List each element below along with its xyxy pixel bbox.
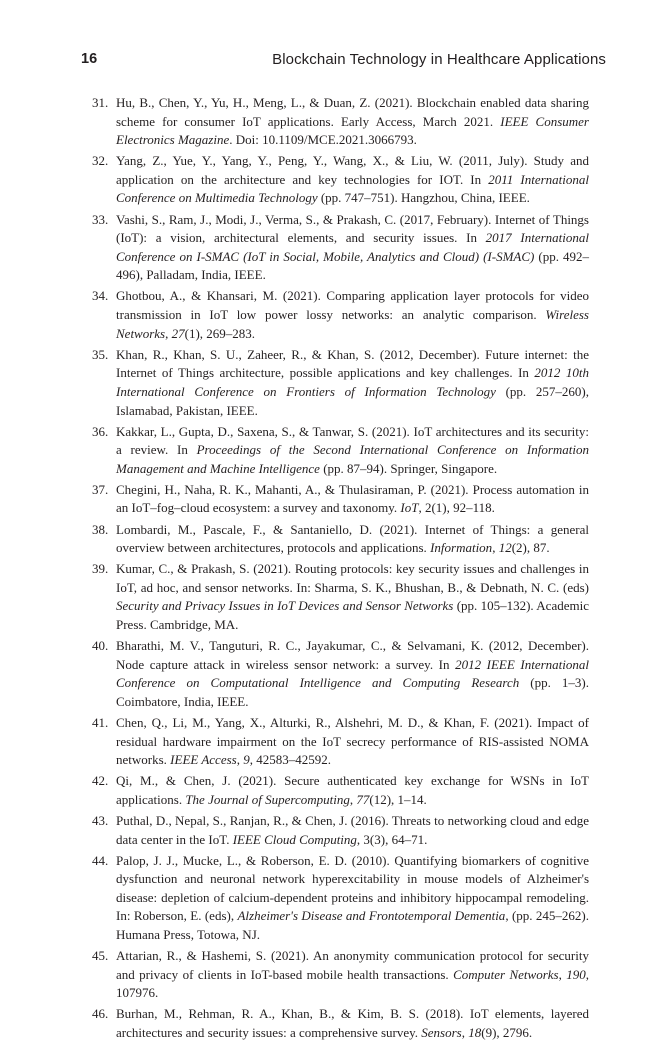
reference-text: Khan, R., Khan, S. U., Zaheer, R., & Khan, S. (2012, December). Future internet: the Internet of Things architecture, possible applications and key challenges. In [116,346,589,381]
reference-number: 40. [92,638,109,654]
reference-text: Bharathi, M. V., Tanguturi, R. C., Jayakumar, C., & Selvamani, K. (2012, December). Node capture attack in wireless sensor network: a survey. In [116,638,589,672]
reference-italic-text: 18 [468,1025,482,1040]
reference-text: , [558,966,567,982]
reference-italic-text: 77 [356,791,370,807]
reference-text: Ghotbou, A., & Khansari, M. (2021). Comparing application layer protocols for video transmission in IoT low power lossy networks: an analytic comparison. [116,288,589,323]
reference-text: , 3(3), 64–71. [356,831,428,847]
reference-number: 37. [92,481,109,497]
reference-text: Burhan, M., Rehman, R. A., Khan, B., & Kim, B. S. (2018). IoT elements, layered architectures and security issues: a comprehensive survey. [116,1006,589,1040]
reference-text: , 107976. [116,966,590,1001]
reference-item [92,560,589,634]
reference-italic-text: Information [430,540,493,556]
reference-text: , [461,1025,469,1040]
reference-text: Qi, M., & Chen, J. (2021). Secure authenticated key exchange for WSNs in IoT applications. [116,773,589,807]
reference-text: Lombardi, M., Pascale, F., & Santaniello, D. (2021). Internet of Things: a general overview between architectures, protocols and applications. [116,521,589,556]
reference-italic-text: 2017 International Conference on I-SMAC (IoT in Social, Mobile, Analytics and Cloud) (I-SMAC) [116,230,589,264]
reference-text: Vashi, S., Ram, J., Modi, J., Verma, S., & Prakash, C. (2017, February). Internet of Things (IoT): a vision, architectural elements, and security issues. In [116,211,589,246]
reference-text: (1), 269–283. [184,325,256,341]
reference-italic-text: IEEE Access [170,752,237,768]
reference-italic-text: IEEE Cloud Computing [232,831,357,847]
reference-text: , [165,325,172,341]
reference-text: Yang, Z., Yue, Y., Yang, Y., Peng, Y., Wang, X., & Liu, W. (2011, July). Study and application on the architecture and key technologies for IOT. In [116,153,589,187]
reference-item [92,521,589,558]
reference-item [92,714,589,770]
reference-number: 32. [92,153,109,169]
reference-number: 45. [92,948,109,964]
reference-item [92,1005,589,1042]
reference-number: 42. [92,773,109,789]
reference-list [92,94,589,1045]
reference-italic-text: 2012 IEEE International Conference on Computational Intelligence and Computing Research [116,656,589,691]
reference-text: (pp. 1–3). Coimbatore, India, IEEE. [116,675,589,709]
reference-text: . Doi: 10.1109/MCE.2021.3066793. [229,132,417,148]
reference-item [92,481,589,518]
reference-italic-text: Wireless Networks [116,307,589,341]
reference-item [92,852,589,945]
reference-text: Kumar, C., & Prakash, S. (2021). Routing protocols: key security issues and challenges in IoT, ad hoc, and sensor networks. In: Sharma, S. K., Bhushan, B., & Debnath, N. C. (eds) [116,561,589,595]
reference-item [92,772,589,809]
reference-text: , [236,752,244,768]
page-number: 16 [81,51,98,67]
reference-number: 36. [92,423,109,439]
reference-item [92,812,589,849]
reference-number: 41. [92,715,109,730]
reference-text: Palop, J. J., Mucke, L., & Roberson, E. D. (2010). Quantifying biomarkers of cognitive dysfunction and neuronal network hyperexcitability in mouse models of Alzheimer's disease: depletion of calcium-dependent proteins and inhibitory hippocampal remodeling. In: Roberson, E. (eds), [116,852,589,924]
reference-italic-text: IoT [400,500,419,516]
reference-number: 39. [92,561,109,577]
reference-text: Kakkar, L., Gupta, D., Saxena, S., & Tanwar, S. (2021). IoT architectures and its security: a review. In [116,423,589,458]
reference-text: Chegini, H., Naha, R. K., Mahanti, A., & Thulasiraman, P. (2021). Process automation in an IoT–fog–cloud ecosystem: a survey and taxonomy. [116,481,589,516]
reference-italic-text: The Journal of Supercomputing [185,791,350,807]
reference-text: (pp. 105–132). Academic Press. Cambridge, MA. [116,598,589,633]
reference-item [92,211,589,285]
reference-text: (12), 1–14. [369,791,427,807]
reference-text: (pp. 492–496), Palladam, India, IEEE. [116,248,589,283]
reference-italic-text: 190 [566,966,586,982]
reference-item [92,947,589,1003]
reference-text: Attarian, R., & Hashemi, S. (2021). An anonymity communication protocol for security and privacy of clients in IoT-based mobile health transactions. [116,948,589,982]
reference-number: 44. [92,852,109,868]
reference-item [92,94,589,150]
reference-number: 33. [92,211,109,227]
reference-number: 46. [92,1006,109,1022]
reference-text: , 2(1), 92–118. [418,500,495,516]
reference-text: (pp. 257–260), Islamabad, Pakistan, IEEE. [116,383,589,418]
reference-item [92,423,589,479]
reference-text: Puthal, D., Nepal, S., Ranjan, R., & Chen, J. (2016). Threats to networking cloud and edge data center in the IoT. [116,812,589,847]
reference-item [92,287,589,343]
reference-text: , [349,791,357,807]
reference-number: 31. [92,95,109,110]
reference-italic-text: Security and Privacy Issues in IoT Devices and Sensor Networks [116,598,454,614]
reference-text: Hu, B., Chen, Y., Yu, H., Meng, L., & Duan, Z. (2021). Blockchain enabled data sharing scheme for consumer IoT applications. Early Access, March 2021. [116,95,589,129]
reference-item [92,152,589,208]
reference-italic-text: Computer Networks [453,966,559,982]
reference-number: 38. [92,521,109,537]
reference-italic-text: 2011 International Conference on Multimedia Technology [116,171,589,206]
reference-italic-text: Sensors [421,1025,462,1040]
reference-text: , 42583–42592. [249,752,331,768]
reference-italic-text: 2012 10th International Conference on Frontiers of Information Technology [116,365,589,399]
reference-italic-text: IEEE Consumer Electronics Magazine [116,113,589,148]
reference-italic-text: 27 [171,325,185,341]
reference-italic-text: 12 [498,540,512,556]
reference-text: Chen, Q., Li, M., Yang, X., Alturki, R., Alshehri, M. D., & Khan, F. (2021). Impact of residual hardware impairment on the IoT secrecy performance of RIS-assisted NOMA networks. [116,715,589,768]
reference-number: 34. [92,288,109,304]
reference-italic-text: Proceedings of the Second International Conference on Information Management and Machine Intelligence [116,442,589,476]
page-header [81,51,606,73]
reference-text: , (pp. 245–262). Humana Press, Totowa, NJ. [116,908,589,943]
reference-text: (9), 2796. [481,1025,533,1040]
running-head: Blockchain Technology in Healthcare Applications [272,51,606,68]
reference-number: 43. [92,812,109,828]
reference-number: 35. [92,346,109,362]
reference-text: (pp. 87–94). Springer, Singapore. [319,460,498,476]
reference-text: (2), 87. [511,540,550,556]
reference-italic-text: 9 [243,752,250,768]
reference-text: , [492,540,499,556]
reference-text: (pp. 747–751). Hangzhou, China, IEEE. [317,190,530,206]
reference-item [92,637,589,711]
reference-italic-text: Alzheimer's Disease and Frontotemporal Dementia [237,908,506,924]
reference-item [92,346,589,420]
